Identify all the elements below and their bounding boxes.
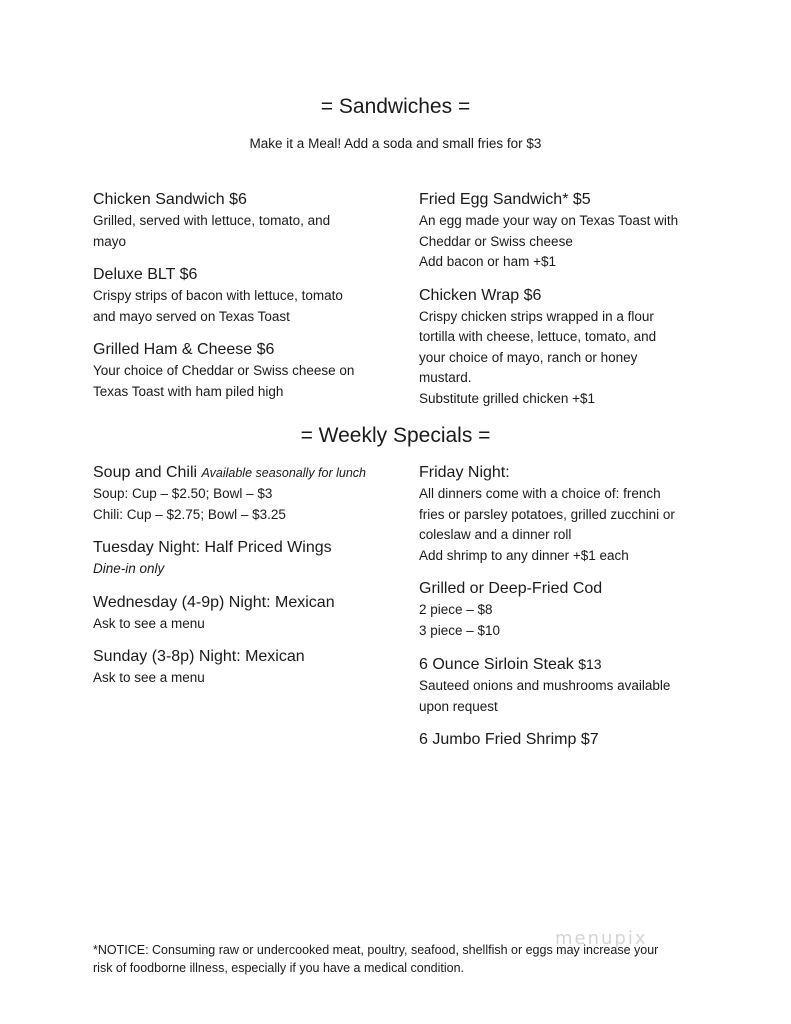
item-title: 6 Jumbo Fried Shrimp $7 xyxy=(419,731,599,748)
item-price-line: 3 piece – $10 xyxy=(419,622,501,638)
menu-item-friday-night xyxy=(419,462,739,566)
item-description: upon request xyxy=(419,698,498,714)
specials-right-column xyxy=(419,462,739,763)
item-addon: Add bacon or ham +$1 xyxy=(419,254,556,269)
menu-item-sunday-mexican xyxy=(93,646,413,689)
item-description: your choice of mayo, ranch or honey xyxy=(419,349,638,365)
item-price: $13 xyxy=(578,656,602,672)
item-description: mustard. xyxy=(419,370,472,385)
menu-item-chicken-sandwich xyxy=(93,189,403,252)
item-addon: Add shrimp to any dinner +$1 each xyxy=(419,547,629,563)
food-safety-notice xyxy=(93,942,703,977)
item-description: Crispy chicken strips wrapped in a flour xyxy=(419,308,654,324)
item-title: Chicken Sandwich $6 xyxy=(93,191,247,208)
watermark-logo: menupix xyxy=(555,928,648,949)
item-title-text: 6 Ounce Sirloin Steak xyxy=(419,656,574,673)
item-note: Available seasonally for lunch xyxy=(201,466,366,480)
menu-item-cod xyxy=(419,578,739,641)
item-note: Dine-in only xyxy=(93,561,165,576)
item-description: Crispy strips of bacon with lettuce, tomato xyxy=(93,288,343,303)
item-description: fries or parsley potatoes, grilled zucchini or xyxy=(419,506,675,522)
item-description: tortilla with cheese, lettuce, tomato, and xyxy=(419,329,657,344)
item-title: Friday Night: xyxy=(419,464,510,481)
item-title-text: Soup and Chili xyxy=(93,464,198,481)
item-description: Sauteed onions and mushrooms available xyxy=(419,678,671,693)
menu-item-deluxe-blt xyxy=(93,264,403,327)
menu-item-fried-egg-sandwich xyxy=(419,189,729,273)
item-title xyxy=(419,653,739,676)
item-title: Tuesday Night: Half Priced Wings xyxy=(93,539,332,556)
menu-item-tuesday-wings xyxy=(93,537,413,580)
item-title: Deluxe BLT $6 xyxy=(93,266,198,283)
sandwiches-heading: = Sandwiches = xyxy=(320,95,471,118)
item-title: Fried Egg Sandwich* $5 xyxy=(419,191,591,208)
item-description: Ask to see a menu xyxy=(93,615,205,631)
item-description: Your choice of Cheddar or Swiss cheese on xyxy=(93,363,355,378)
item-description: Cheddar or Swiss cheese xyxy=(419,233,573,249)
menu-item-sirloin-steak xyxy=(419,653,739,717)
notice-line: risk of foodborne illness, especially if you have a medical condition. xyxy=(93,960,465,975)
item-description: Grilled, served with lettuce, tomato, and xyxy=(93,213,331,228)
item-title: Sunday (3-8p) Night: Mexican xyxy=(93,648,305,665)
item-title: Wednesday (4-9p) Night: Mexican xyxy=(93,593,335,611)
item-description: Ask to see a menu xyxy=(93,670,205,685)
item-description: and mayo served on Texas Toast xyxy=(93,308,290,324)
notice-line: *NOTICE: Consuming raw or undercooked meat, poultry, seafood, shellfish or eggs may increase your xyxy=(93,943,659,957)
sandwiches-subtitle: Make it a Meal! Add a soda and small fries for $3 xyxy=(249,136,542,151)
specials-left-column xyxy=(93,462,413,701)
item-price-line: Soup: Cup – $2.50; Bowl – $3 xyxy=(93,486,273,501)
menu-item-soup-chili xyxy=(93,462,413,525)
menu-item-wednesday-mexican xyxy=(93,592,413,635)
item-title: Grilled Ham & Cheese $6 xyxy=(93,341,275,358)
menu-item-chicken-wrap xyxy=(419,285,729,410)
specials-heading: = Weekly Specials = xyxy=(300,424,491,447)
item-price-line: 2 piece – $8 xyxy=(419,602,493,617)
item-addon: Substitute grilled chicken +$1 xyxy=(419,390,595,406)
sandwiches-right-column xyxy=(419,189,729,421)
menu-item-jumbo-shrimp xyxy=(419,729,739,751)
item-description: Texas Toast with ham piled high xyxy=(93,383,284,399)
item-title xyxy=(93,462,413,484)
item-description: All dinners come with a choice of: french xyxy=(419,486,661,501)
item-title: Grilled or Deep-Fried Cod xyxy=(419,580,603,597)
item-description: mayo xyxy=(93,233,127,249)
sandwiches-left-column xyxy=(93,189,403,414)
menu-item-grilled-ham-cheese xyxy=(93,339,403,402)
item-title: Chicken Wrap $6 xyxy=(419,286,542,304)
item-description: coleslaw and a dinner roll xyxy=(419,527,572,542)
item-description: An egg made your way on Texas Toast with xyxy=(419,213,679,228)
item-price-line: Chili: Cup – $2.75; Bowl – $3.25 xyxy=(93,506,286,522)
